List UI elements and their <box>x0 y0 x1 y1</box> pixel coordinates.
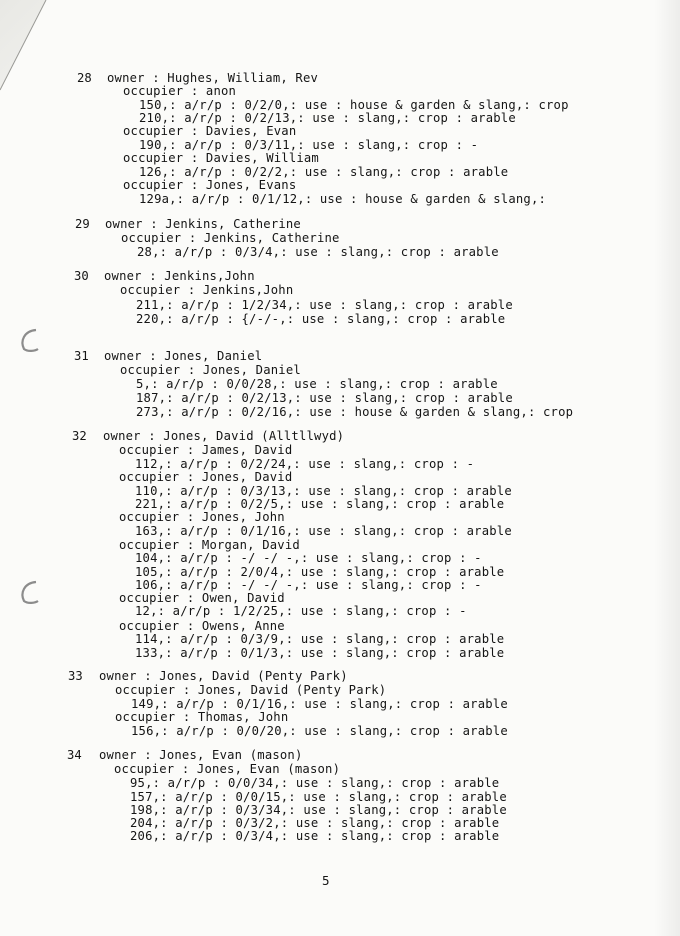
occupier-line: occupier : Davies, Evan <box>123 124 297 138</box>
plot-line: 104,: a/r/p : -/ -/ -,: use : slang,: crop : - <box>135 551 482 565</box>
plot-line: 273,: a/r/p : 0/2/16,: use : house & garden & slang,: crop <box>136 405 574 419</box>
occupier-line: occupier : Jones, Evan (mason) <box>114 762 341 776</box>
plot-line: 187,: a/r/p : 0/2/13,: use : slang,: crop : arable <box>136 391 513 405</box>
record-number: 33 <box>68 669 83 683</box>
plot-line: 211,: a/r/p : 1/2/34,: use : slang,: crop : arable <box>136 298 513 312</box>
occupier-line: occupier : Jones, David <box>119 470 293 484</box>
record-number: 34 <box>67 748 82 762</box>
record-number: 28 <box>77 71 92 85</box>
occupier-line: occupier : Jones, Daniel <box>120 363 301 377</box>
record-number: 31 <box>74 349 89 363</box>
plot-line: 95,: a/r/p : 0/0/34,: use : slang,: crop : arable <box>130 776 500 790</box>
plot-line: 105,: a/r/p : 2/0/4,: use : slang,: crop : arable <box>135 565 505 579</box>
occupier-line: occupier : Morgan, David <box>119 538 300 552</box>
plot-line: 210,: a/r/p : 0/2/13,: use : slang,: crop : arable <box>139 111 516 125</box>
plot-line: 112,: a/r/p : 0/2/24,: use : slang,: crop : - <box>135 457 475 471</box>
plot-line: 106,: a/r/p : -/ -/ -,: use : slang,: crop : - <box>135 578 482 592</box>
occupier-line: occupier : Owens, Anne <box>119 619 285 633</box>
plot-line: 149,: a/r/p : 0/1/16,: use : slang,: crop : arable <box>131 697 508 711</box>
occupier-line: occupier : James, David <box>119 443 293 457</box>
occupier-line: occupier : Jones, Evans <box>123 178 297 192</box>
plot-line: 28,: a/r/p : 0/3/4,: use : slang,: crop : arable <box>137 245 499 259</box>
plot-line: 190,: a/r/p : 0/3/11,: use : slang,: crop : - <box>139 138 479 152</box>
plot-line: 5,: a/r/p : 0/0/28,: use : slang,: crop : arable <box>136 377 498 391</box>
plot-line: 157,: a/r/p : 0/0/15,: use : slang,: crop : arable <box>130 790 507 804</box>
owner-line: owner : Jenkins, Catherine <box>105 217 301 231</box>
plot-line: 221,: a/r/p : 0/2/5,: use : slang,: crop : arable <box>135 497 505 511</box>
plot-line: 220,: a/r/p : {/-/-,: use : slang,: crop : arable <box>136 312 506 326</box>
plot-line: 114,: a/r/p : 0/3/9,: use : slang,: crop : arable <box>135 632 505 646</box>
owner-line: owner : Jones, David (Alltllwyd) <box>103 429 345 443</box>
plot-line: 133,: a/r/p : 0/1/3,: use : slang,: crop : arable <box>135 646 505 660</box>
plot-line: 126,: a/r/p : 0/2/2,: use : slang,: crop : arable <box>139 165 509 179</box>
owner-line: owner : Jenkins,John <box>104 269 255 283</box>
plot-line: 198,: a/r/p : 0/3/34,: use : slang,: crop : arable <box>130 803 507 817</box>
record-number: 29 <box>75 217 90 231</box>
record-number: 32 <box>72 429 87 443</box>
plot-line: 110,: a/r/p : 0/3/13,: use : slang,: crop : arable <box>135 484 512 498</box>
occupier-line: occupier : Owen, David <box>119 591 285 605</box>
page-number: 5 <box>322 873 330 888</box>
plot-line: 206,: a/r/p : 0/3/4,: use : slang,: crop : arable <box>130 829 500 843</box>
plot-line: 204,: a/r/p : 0/3/2,: use : slang,: crop : arable <box>130 816 500 830</box>
owner-line: owner : Hughes, William, Rev <box>107 71 319 85</box>
occupier-line: occupier : Jenkins,John <box>120 283 294 297</box>
plot-line: 12,: a/r/p : 1/2/25,: use : slang,: crop : - <box>135 604 467 618</box>
record-number: 30 <box>74 269 89 283</box>
plot-line: 129a,: a/r/p : 0/1/12,: use : house & garden & slang,: <box>139 192 547 206</box>
occupier-line: occupier : Jenkins, Catherine <box>121 231 340 245</box>
occupier-line: occupier : Thomas, John <box>115 710 289 724</box>
occupier-line: occupier : anon <box>123 84 237 98</box>
occupier-line: occupier : Jones, John <box>119 510 285 524</box>
plot-line: 150,: a/r/p : 0/2/0,: use : house & garden & slang,: crop <box>139 98 569 112</box>
plot-line: 163,: a/r/p : 0/1/16,: use : slang,: crop : arable <box>135 524 512 538</box>
occupier-line: occupier : Jones, David (Penty Park) <box>115 683 387 697</box>
owner-line: owner : Jones, Evan (mason) <box>99 748 303 762</box>
occupier-line: occupier : Davies, William <box>123 151 319 165</box>
owner-line: owner : Jones, Daniel <box>104 349 263 363</box>
plot-line: 156,: a/r/p : 0/0/20,: use : slang,: crop : arable <box>131 724 508 738</box>
owner-line: owner : Jones, David (Penty Park) <box>99 669 348 683</box>
